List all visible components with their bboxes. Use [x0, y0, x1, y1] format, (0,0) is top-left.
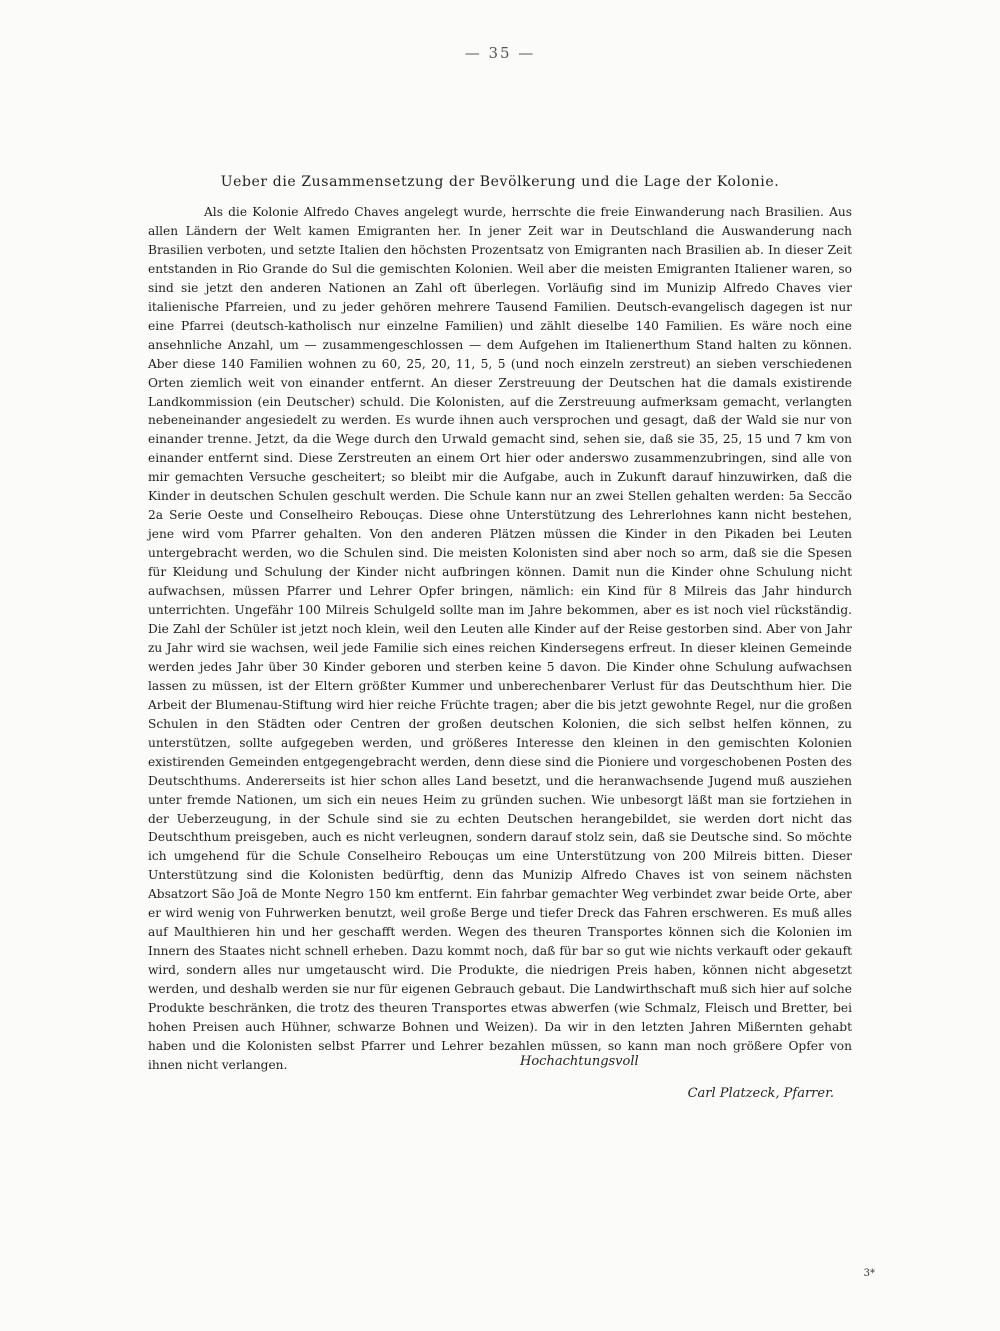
closing-salutation: Hochachtungsvoll [520, 1054, 639, 1069]
body-text [148, 203, 852, 1075]
body-paragraph: Als die Kolonie Alfredo Chaves angelegt wurde, herrschte die freie Einwanderung nach Brasilien. Aus allen Ländern der Welt kamen Emigranten her. In jener Zeit war in Deutschland die Auswanderung nach Brasilien verboten, und setzte Italien den höchsten Prozentsatz von Emigranten nach Brasilien ab. In dieser Zeit entstanden in Rio Grande do Sul die gemischten Kolonien. Weil aber die meisten Emigranten Italiener waren, so sind sie jetzt den anderen Nationen an Zahl oft überlegen. Vorläufig sind im Munizip Alfredo Chaves vier italienische Pfarreien, und zu jeder gehören mehrere Tausend Familien. Deutsch-evangelisch dagegen ist nur eine Pfarrei (deutsch-katholisch nur einzelne Familien) und zählt dieselbe 140 Familien. Es wäre noch eine ansehnliche Anzahl, um — zusammengeschlossen — dem Aufgehen im Italienerthum Stand halten zu können. Aber diese 140 Familien wohnen zu 60, 25, 20, 11, 5, 5 (und noch einzeln zerstreut) an sieben verschiedenen Orten ziemlich weit von einander entfernt. An dieser Zerstreuung der Deutschen hat die damals existirende Landkommission (ein Deutscher) schuld. Die Kolonisten, auf die Zerstreuung aufmerksam gemacht, verlangten nebeneinander angesiedelt zu werden. Es wurde ihnen auch versprochen und gesagt, daß der Wald sie nur von einander trenne. Jetzt, da die Wege durch den Urwald gemacht sind, sehen sie, daß sie 35, 25, 15 und 7 km von einander entfernt sind. Diese Zerstreuten an einem Ort hier oder anderswo zusammenzubringen, sind alle von mir gemachten Versuche gescheitert; so bleibt mir die Aufgabe, auch in Zukunft darauf hinzuwirken, daß die Kinder in deutschen Schulen geschult werden. Die Schule kann nur an zwei Stellen gehalten werden: 5a Seccão 2a Serie Oeste und Conselheiro Rebouças. Diese ohne Unterstützung des Lehrerlohnes kann nicht bestehen, jene wird vom Pfarrer gehalten. Von den anderen Plätzen müssen die Kinder in den Pikaden bei Leuten untergebracht werden, wo die Schulen sind. Die meisten Kolonisten sind aber noch so arm, daß sie die Spesen für Kleidung und Schulung der Kinder nicht aufbringen können. Damit nun die Kinder ohne Schulung nicht aufwachsen, müssen Pfarrer und Lehrer Opfer bringen, nämlich: ein Kind für 8 Milreis das Jahr hindurch unterrichten. Ungefähr 100 Milreis Schulgeld sollte man im Jahre bekommen, aber es ist noch viel rückständig. Die Zahl der Schüler ist jetzt noch klein, weil den Leuten alle Kinder auf der Reise gestorben sind. Aber von Jahr zu Jahr wird sie wachsen, weil jede Familie sich eines reichen Kindersegens erfreut. In dieser kleinen Gemeinde werden jedes Jahr über 30 Kinder geboren und sterben keine 5 davon. Die Kinder ohne Schulung aufwachsen lassen zu müssen, ist der Eltern größter Kummer und unberechenbarer Verlust für das Deutschthum hier. Die Arbeit der Blumenau-Stiftung wird hier reiche Früchte tragen; aber die bis jetzt gewohnte Regel, nur die großen Schulen in den Städten oder Centren der großen deutschen Kolonien, die sich selbst helfen können, zu unterstützen, sollte aufgegeben werden, und größeres Interesse den kleinen in den gemischten Kolonien existirenden Gemeinden entgegengebracht werden, denn diese sind die Pioniere und vorgeschobenen Posten des Deutschthums. Andererseits ist hier schon alles Land besetzt, und die heranwachsende Jugend muß ausziehen unter fremde Nationen, um sich ein neues Heim zu gründen suchen. Wie unbesorgt läßt man sie fortziehen in der Ueberzeugung, in der Schule sind sie zu echten Deutschen herangebildet, sie werden dort nicht das Deutschthum preisgeben, auch es nicht verleugnen, sondern darauf stolz sein, daß sie Deutsche sind. So möchte ich umgehend für die Schule Conselheiro Rebouças um eine Unterstützung von 200 Milreis bitten. Dieser Unterstützung sind die Kolonisten bedürftig, denn das Munizip Alfredo Chaves ist von seinem nächsten Absatzort São Joã de Monte Negro 150 km entfernt. Ein fahrbar gemachter Weg verbindet zwar beide Orte, aber er wird wenig von Fuhrwerken benutzt, weil große Berge und tiefer Dreck das Fahren erschweren. Es muß alles auf Maulthieren hin und her geschafft werden. Wegen des theuren Transportes können sich die Kolonien im Innern des Staates nicht schnell erheben. Dazu kommt noch, daß für bar so gut wie nichts verkauft oder gekauft wird, sondern alles nur umgetauscht wird. Die Produkte, die niedrigen Preis haben, können nicht abgesetzt werden, und deshalb werden sie nur für eigenen Gebrauch gebaut. Die Landwirthschaft muß sich hier auf solche Produkte beschränken, die trotz des theuren Transportes etwas abwerfen (wie Schmalz, Fleisch und Bretter, bei hohen Preisen auch Hühner, schwarze Bohnen und Weizen). Da wir in den letzten Jahren Mißernten gehabt haben und die Kolonisten selbst Pfarrer und Lehrer bezahlen müssen, so kann man noch größere Opfer von ihnen nicht verlangen. [148, 205, 852, 1072]
page-number: — 35 — [464, 44, 536, 62]
section-title: Ueber die Zusammensetzung der Bevölkerung und die Lage der Kolonie. [220, 174, 780, 190]
sheet-signature-mark: 3* [863, 1268, 875, 1279]
signature: Carl Platzeck, Pfarrer. [687, 1086, 834, 1101]
